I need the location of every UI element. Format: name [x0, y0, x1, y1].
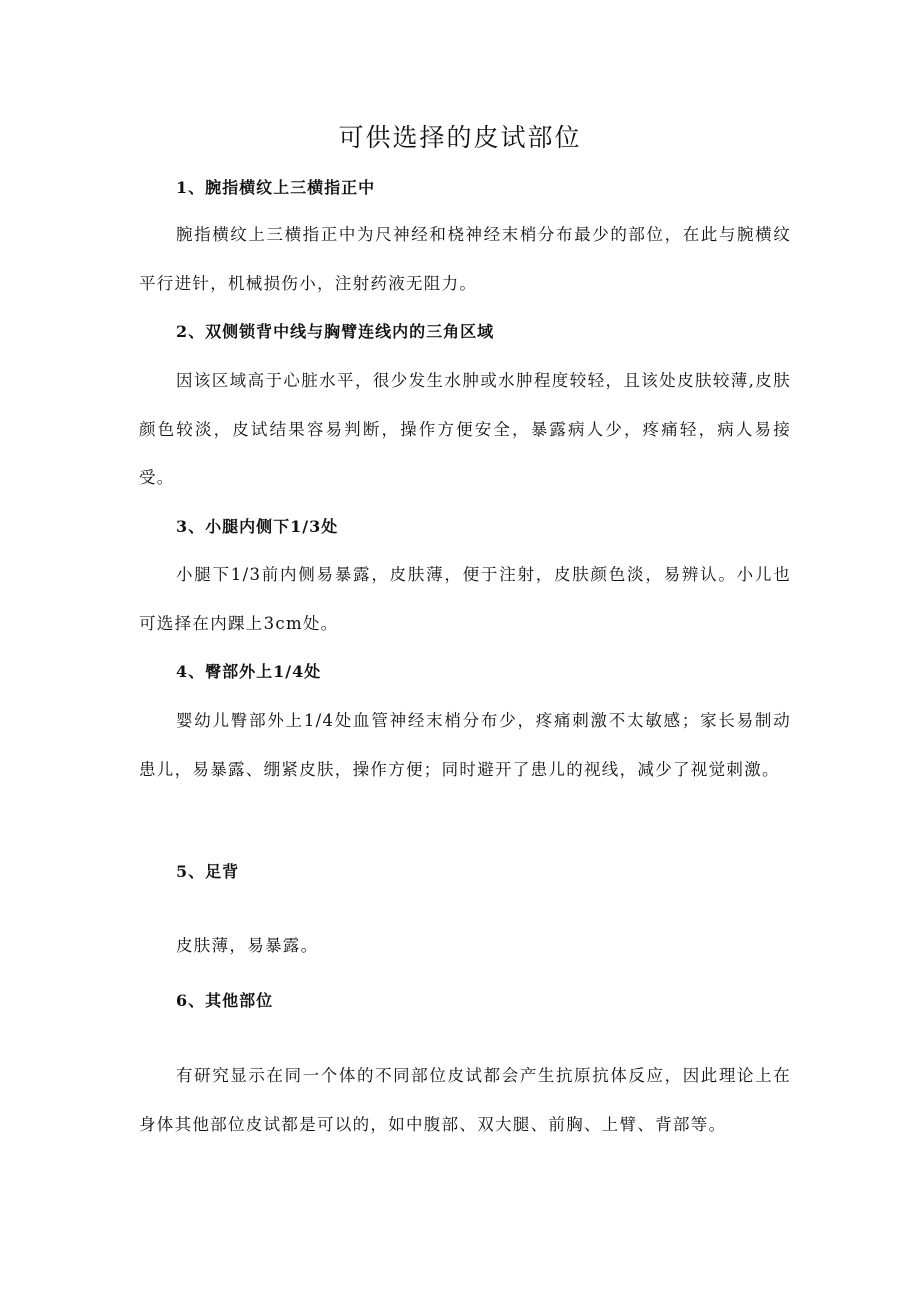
section-6-heading: 6、其他部位 — [176, 991, 274, 1010]
section-1-heading: 1、腕指横纹上三横指正中 — [176, 178, 376, 197]
section-4-body: 婴幼儿臀部外上1/4处血管神经末梢分布少，疼痛刺激不太敏感；家长易制动患儿，易暴露、绷紧皮肤，操作方便；同时避开了患儿的视线，减少了视觉刺激。 — [139, 711, 791, 779]
section-6-body: 有研究显示在同一个体的不同部位皮试都会产生抗原抗体反应，因此理论上在身体其他部位皮试都是可以的，如中腹部、双大腿、前胸、上臂、背部等。 — [139, 1066, 791, 1134]
section-1-body: 腕指横纹上三横指正中为尺神经和桡神经末梢分布最少的部位，在此与腕横纹平行进针，机械损伤小，注射药液无阻力。 — [139, 225, 791, 293]
section-5-body: 皮肤薄，易暴露。 — [176, 936, 319, 955]
section-2-body: 因该区域高于心脏水平，很少发生水肿或水肿程度较轻，且该处皮肤较薄,皮肤颜色较淡，皮试结果容易判断，操作方便安全，暴露病人少，疼痛轻，病人易接受。 — [139, 371, 791, 487]
section-3-body: 小腿下1/3前内侧易暴露，皮肤薄，便于注射，皮肤颜色淡，易辨认。小儿也可选择在内踝上3cm处。 — [139, 565, 791, 633]
document-title: 可供选择的皮试部位 — [338, 123, 582, 152]
section-2-heading: 2、双侧锁背中线与胸臂连线内的三角区域 — [176, 322, 495, 341]
section-5-heading: 5、足背 — [176, 862, 240, 881]
section-3-heading: 3、小腿内侧下1/3处 — [176, 517, 339, 536]
section-4-heading: 4、臀部外上1/4处 — [176, 662, 322, 681]
